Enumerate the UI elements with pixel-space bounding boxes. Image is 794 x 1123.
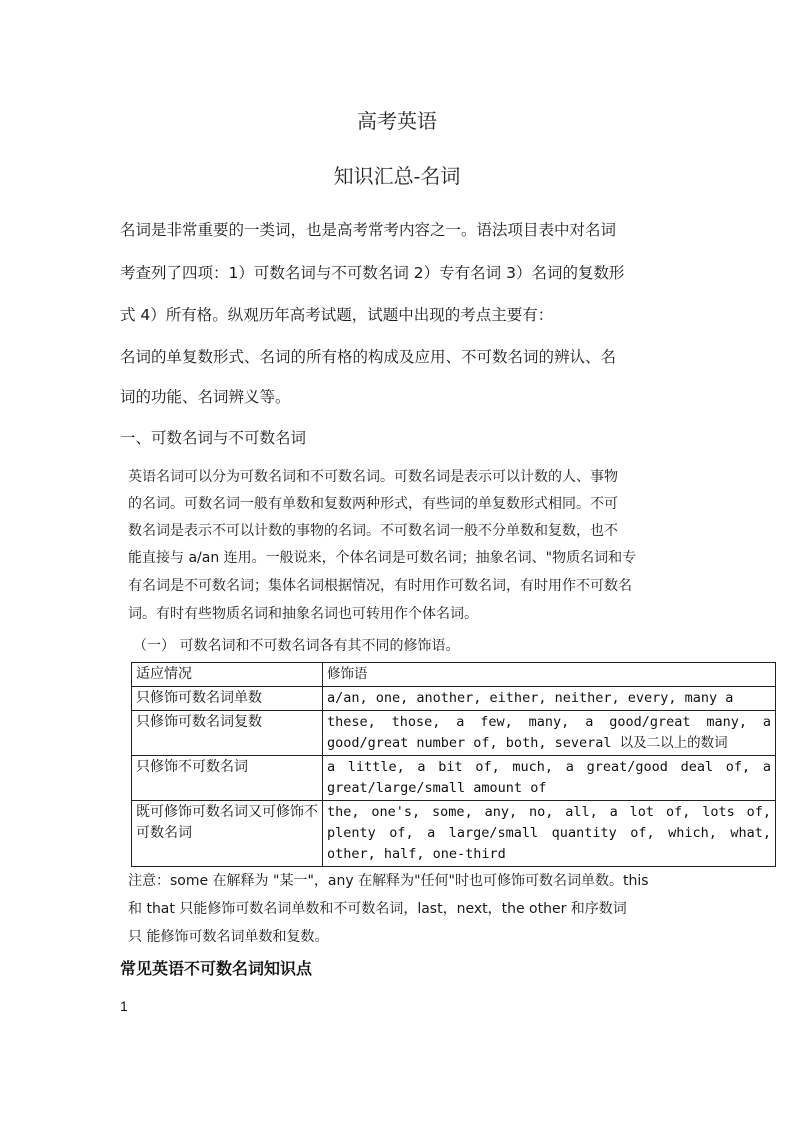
sub-heading: （一） 可数名词和不可数名词各有其不同的修饰语。 [133, 638, 460, 654]
situation-cell: 既可修饰可数名词又可修饰不可数名词 [132, 801, 323, 867]
situation-cell: 只修饰不可数名词 [132, 756, 323, 801]
table-row [132, 711, 776, 756]
table-header-cell: 适应情况 [132, 663, 323, 687]
section-line: 词。有时有些物质名词和抽象名词也可转用作个体名词。 [128, 606, 478, 622]
modifier-cell: a/an, one, another, either, neither, every, many a [323, 687, 776, 711]
bold-heading: 常见英语不可数名词知识点 [120, 959, 313, 978]
intro-line: 词的功能、名词辨义等。 [120, 388, 291, 406]
section-heading: 一、可数名词与不可数名词 [120, 429, 307, 447]
table-row [132, 687, 776, 711]
modifier-cell: the, one's, some, any, no, all, a lot of, lots of, plenty of, a large/small quantity of, which, what, other, half, one-third [323, 801, 776, 867]
intro-line: 名词是非常重要的一类词，也是高考常考内容之一。语法项目表中对名词 [120, 221, 617, 239]
document-subtitle: 知识汇总-名词 [333, 164, 461, 188]
modifier-table [131, 662, 776, 867]
section-line: 数名词是表示不可以计数的事物的名词。不可数名词一般不分单数和复数，也不 [128, 523, 618, 539]
table-row [132, 756, 776, 801]
situation-cell: 只修饰可数名词单数 [132, 687, 323, 711]
modifier-cell: a little, a bit of, much, a great/good deal of, a great/large/small amount of [323, 756, 776, 801]
intro-line: 名词的单复数形式、名词的所有格的构成及应用、不可数名词的辨认、名 [120, 348, 617, 366]
page-number: 1 [120, 998, 128, 1014]
section-line: 有名词是不可数名词；集体名词根据情况，有时用作可数名词，有时用作不可数名 [128, 578, 632, 594]
section-line: 能直接与 a/an 连用。一般说来，个体名词是可数名词；抽象名词、"物质名词和专 [128, 550, 637, 566]
modifier-cell: these, those, a few, many, a good/great many, a good/great number of, both, several 以及二以上的数词 [323, 711, 776, 756]
table-row [132, 801, 776, 867]
note-line: 和 that 只能修饰可数名词单数和不可数名词，last，next，the other 和序数词 [128, 901, 627, 917]
intro-line: 式 4）所有格。纵观历年高考试题，试题中出现的考点主要有： [120, 306, 554, 324]
table-header-cell: 修饰语 [323, 663, 776, 687]
note-line: 注意：some 在解释为 "某一"，any 在解释为"任何"时也可修饰可数名词单数。this [128, 873, 649, 889]
situation-cell: 只修饰可数名词复数 [132, 711, 323, 756]
document-title: 高考英语 [357, 109, 437, 133]
note-line: 只 能修饰可数名词单数和复数。 [128, 929, 329, 945]
section-line: 英语名词可以分为可数名词和不可数名词。可数名词是表示可以计数的人、事物 [128, 469, 618, 485]
table-header-row [132, 663, 776, 687]
intro-line: 考查列了四项：1）可数名词与不可数名词 2）专有名词 3）名词的复数形 [120, 264, 625, 282]
section-line: 的名词。可数名词一般有单数和复数两种形式，有些词的单复数形式相同。不可 [128, 496, 618, 512]
